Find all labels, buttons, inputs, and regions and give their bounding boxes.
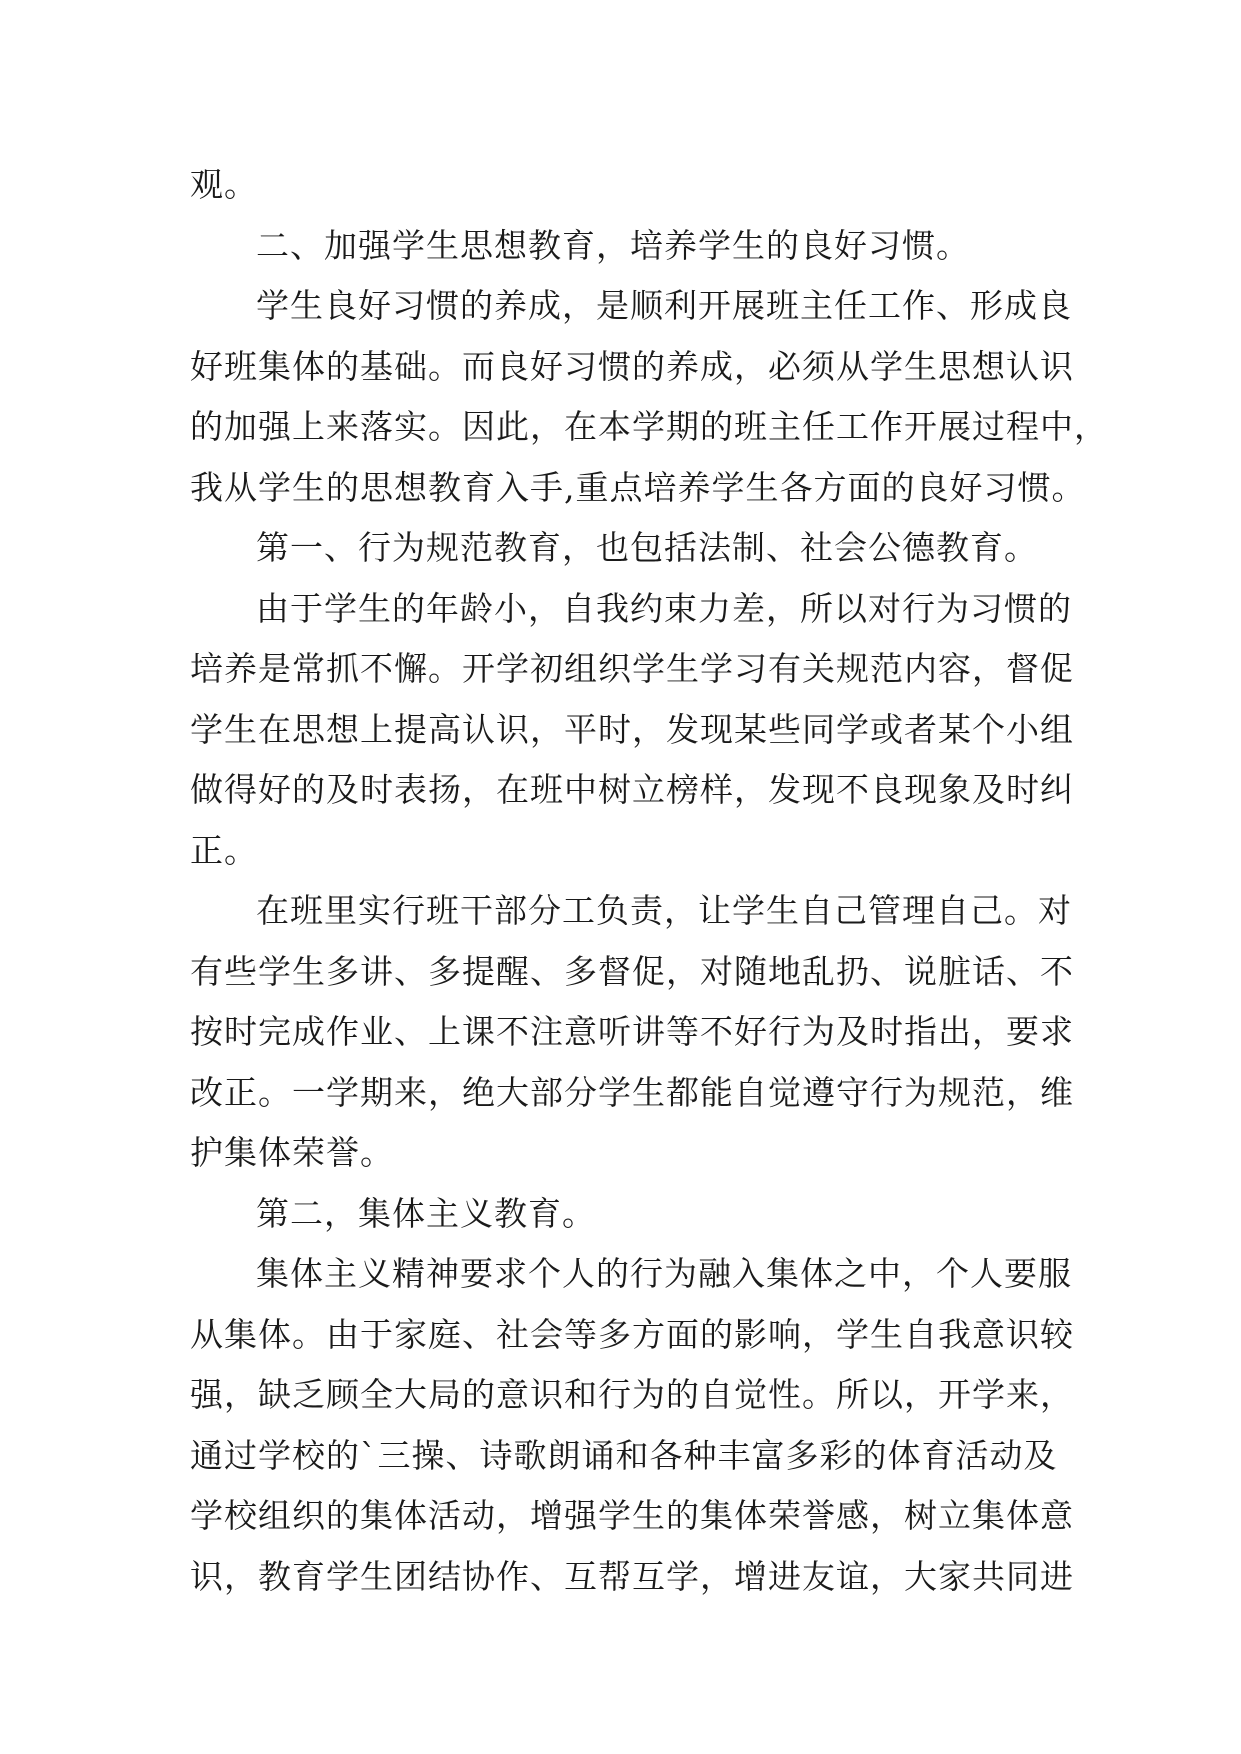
text-line: 通过学校的`三操、诗歌朗诵和各种丰富多彩的体育活动及 xyxy=(190,1435,1058,1475)
text-line: 改正。一学期来，绝大部分学生都能自觉遵守行为规范，维 xyxy=(190,1072,1074,1112)
text-line: 的加强上来落实。因此，在本学期的班主任工作开展过程中， xyxy=(190,407,1108,446)
text-line: 强，缺乏顾全大局的意识和行为的自觉性。所以，开学来， xyxy=(190,1375,1074,1414)
text-line: 识，教育学生团结协作、互帮互学，增进友谊，大家共同进 xyxy=(190,1556,1074,1596)
text-line: 护集体荣誉。 xyxy=(190,1133,394,1172)
text-line: 学校组织的集体活动，增强学生的集体荣誉感，树立集体意 xyxy=(190,1496,1074,1535)
text-line: 集体主义精神要求个人的行为融入集体之中，个人要服 xyxy=(256,1254,1072,1293)
text-line: 正。 xyxy=(190,830,258,870)
text-line: 我从学生的思想教育入手,重点培养学生各方面的良好习惯。 xyxy=(190,467,1086,507)
text-line: 由于学生的年龄小，自我约束力差，所以对行为习惯的 xyxy=(256,588,1072,628)
text-line: 学生良好习惯的养成，是顺利开展班主任工作、形成良 xyxy=(256,286,1072,325)
text-line: 做得好的及时表扬，在班中树立榜样，发现不良现象及时纠 xyxy=(190,770,1074,809)
section-heading: 二、加强学生思想教育，培养学生的良好习惯。 xyxy=(256,225,970,265)
text-line: 学生在思想上提高认识，平时，发现某些同学或者某个小组 xyxy=(190,709,1074,749)
body-text xyxy=(190,155,1108,1607)
text-line: 有些学生多讲、多提醒、多督促，对随地乱扔、说脏话、不 xyxy=(190,951,1074,991)
text-line: 按时完成作业、上课不注意听讲等不好行为及时指出，要求 xyxy=(190,1012,1074,1051)
text-line: 培养是常抓不懈。开学初组织学生学习有关规范内容，督促 xyxy=(190,649,1074,688)
text-line: 好班集体的基础。而良好习惯的养成，必须从学生思想认识 xyxy=(190,346,1074,386)
text-line: 从集体。由于家庭、社会等多方面的影响，学生自我意识较 xyxy=(190,1314,1074,1354)
subsection-heading: 第一、行为规范教育，也包括法制、社会公德教育。 xyxy=(256,528,1038,567)
subsection-heading: 第二，集体主义教育。 xyxy=(256,1193,596,1233)
text-line: 观。 xyxy=(190,165,258,204)
text-line: 在班里实行班干部分工负责，让学生自己管理自己。对 xyxy=(256,891,1072,930)
